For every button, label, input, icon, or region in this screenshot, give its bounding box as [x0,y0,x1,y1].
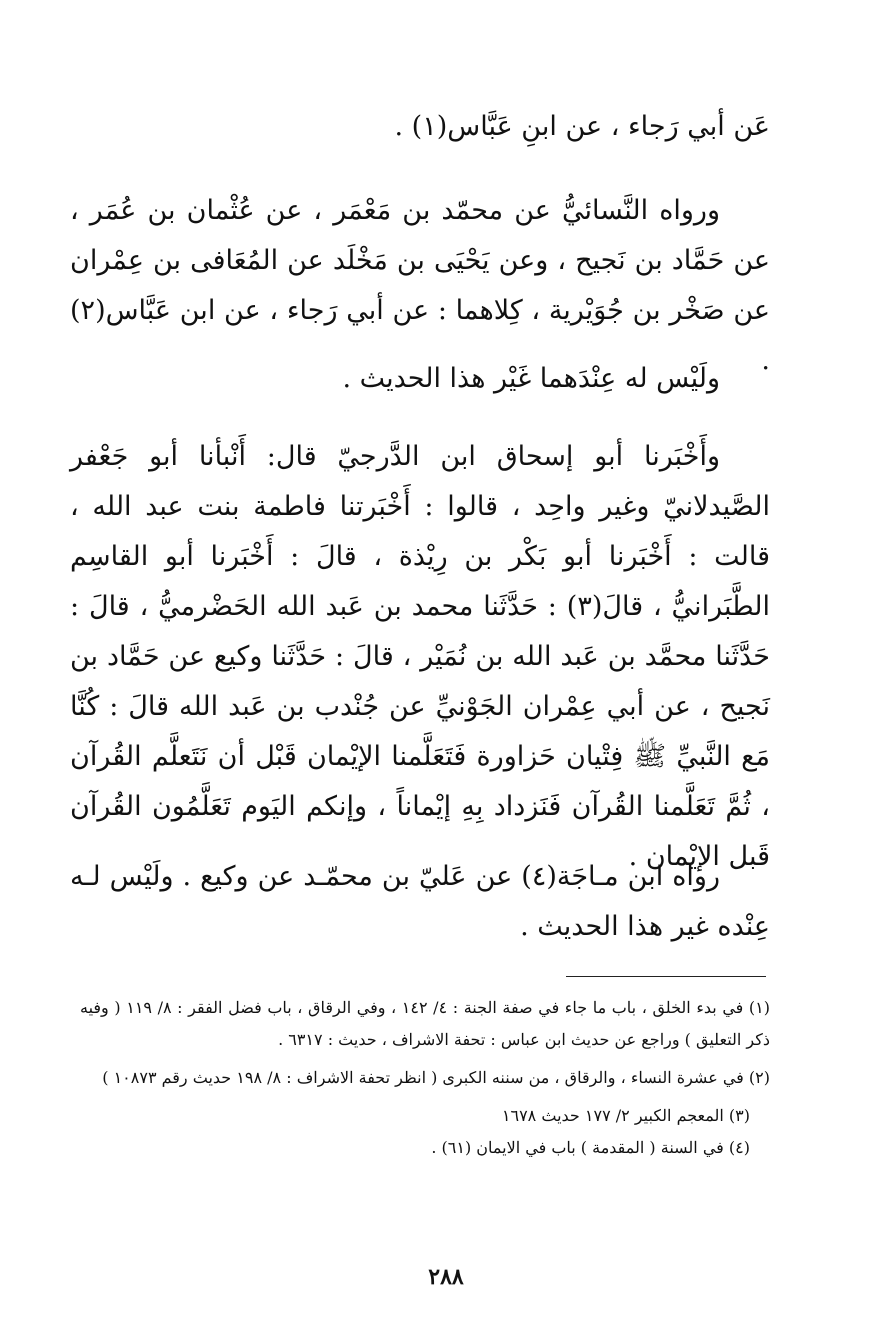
paragraph-1-text: عَن أبي رَجاء ، عن ابنِ عَبَّاس(١) . [394,111,770,142]
footnotes [80,992,770,1164]
paragraph-1 [70,102,770,152]
footnote-4: (٤) في السنة ( المقدمة ) باب في الايمان (٦١) . [431,1138,750,1157]
page-number: ٢٨٨ [428,1264,464,1290]
paragraph-2-text: ورواه النَّسائيُّ عن محمّد بن مَعْمَر ، عن عُثْمان بن عُمَر ، عن حَمَّاد بن نَجيح ، وعن يَحْيَى بن مَخْلَد عن المُعَافى بن عِمْران عن صَخْر بن جُوَيْرية ، كِلاهما : عن أبي رَجاء ، عن ابن عَبَّاس(٢) . [70,195,770,376]
paragraph-5 [70,852,770,952]
paragraph-3 [70,354,770,404]
paragraph-4 [70,432,770,882]
footnote-divider [566,976,766,977]
paragraph-5-text: رواه ابن مـاجَة(٤) عن عَليّ بن محمّـد عن وكيع . ولَيْس لـه عِنْده غير هذا الحديث . [70,861,770,942]
paragraph-4-text: وأَخْبَرنا أبو إسحاق ابن الدَّرجيّ قال: أَنْبأنا أبو جَعْفر الصَّيدلانيّ وغير واحِد ، قالوا : أَخْبَرتنا فاطمة بنت عبد الله ، قالت : أَخْبَرنا أبو بَكْر بن رِيْذة ، قالَ : أَخْبَرنا أبو القاسِم الطَّبَرانيُّ ، قالَ(٣) : حَدَّثَنا محمد بن عَبد الله الحَضْرميُّ ، قالَ : حَدَّثَنا محمَّد بن عَبد الله بن نُمَيْر ، قالَ : حَدَّثَنا وكيع عن حَمَّاد بن نَجيح ، عن أبي عِمْران الجَوْنيِّ عن جُنْدب بن عَبد الله قالَ : كُنَّا مَع النَّبيِّ ﷺ فِتْيان حَزاورة فَتَعَلَّمنا الإيْمان قَبْل أن نَتَعلَّم القُرآن ، ثُمَّ تَعَلَّمنا القُرآن فَنَزداد بِهِ إيْماناً ، وإنكم اليَوم تَعَلَّمُون القُرآن قَبل الإيْمان . [70,441,770,872]
footnote-3: (٣) المعجم الكبير ٢/ ١٧٧ حديث ١٦٧٨ [501,1106,750,1125]
footnote-2: (٢) في عشرة النساء ، والرقاق ، من سننه الكبرى ( انظر تحفة الاشراف : ٨/ ١٩٨ حديث رقم ١٠٨٧٣ ) [102,1068,770,1087]
footnote-1: (١) في بدء الخلق ، باب ما جاء في صفة الجنة : ٤/ ١٤٢ ، وفي الرقاق ، باب فضل الفقر : ٨/ ١١٩ ( وفيه ذكر التعليق ) وراجع عن حديث ابن عباس : تحفة الاشراف ، حديث : ٦٣١٧ . [80,998,770,1049]
paragraph-3-text: ولَيْس له عِنْدَهما غَيْر هذا الحديث . [342,363,720,394]
